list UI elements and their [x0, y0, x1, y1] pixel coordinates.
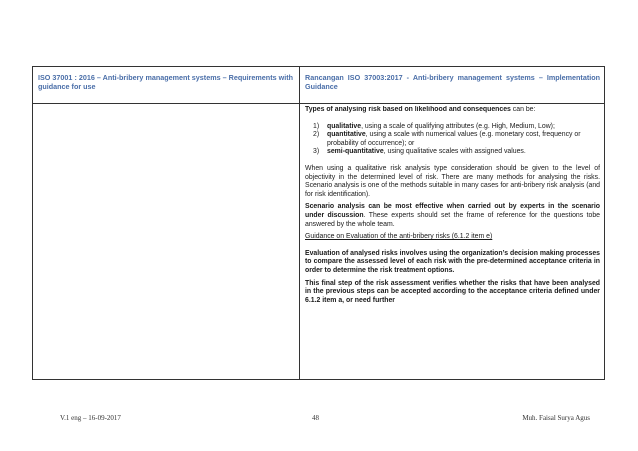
- qualitative-paragraph: When using a qualitative risk analysis type consideration should be given to the level of objectivity in the determined level of risk. There are many methods for analysing the risks. Scenario analysis is one of the methods suitable in many cases for anti-bribery risk analysis (and for risk identification).: [305, 164, 600, 198]
- footer-version: V.1 eng – 16-09-2017: [60, 414, 121, 422]
- list-number: 3): [313, 148, 320, 156]
- list-item: [305, 131, 600, 148]
- list-desc: , using a scale of qualifying attributes (e.g. High, Medium, Low);: [361, 122, 555, 130]
- scenario-paragraph: [305, 203, 600, 229]
- footer-author: Muh. Faisal Surya Agus: [522, 414, 590, 422]
- list-desc: , using a scale with numerical values (e.g. monetary cost, frequency or probability of occurrence); or: [327, 131, 581, 147]
- scenario-bold: Scenario analysis can be most effective when carried out by experts in the scenario under discussion: [305, 203, 600, 219]
- evaluation-paragraph: Evaluation of analysed risks involves using the organization’s decision making processes to compare the assessed level of each risk with the pre-determined acceptance criteria in order to determine the risk treatment options.: [305, 249, 600, 274]
- risk-type-list: [305, 123, 600, 157]
- intro-bold: Types of analysing risk based on likelihood and consequences: [305, 106, 511, 113]
- list-number: 1): [313, 122, 320, 130]
- header-divider: [33, 103, 604, 104]
- list-item: [305, 123, 600, 132]
- header-left: ISO 37001 : 2016 – Anti-bribery management systems – Requirements with guidance for use: [38, 73, 293, 92]
- list-term: quantitative: [327, 131, 366, 139]
- list-desc: , using qualitative scales with assigned values.: [383, 148, 526, 156]
- comparison-table: [32, 66, 605, 380]
- list-term: qualitative: [327, 122, 362, 130]
- intro-rest: can be:: [510, 106, 536, 113]
- footer-page-number: 48: [312, 414, 319, 422]
- intro-paragraph: [305, 106, 600, 115]
- guidance-body: [305, 106, 600, 378]
- column-divider: [299, 67, 300, 379]
- guidance-heading: Guidance on Evaluation of the anti-bribery risks (6.1.2 item e): [305, 233, 493, 241]
- list-term: semi-quantitative: [327, 148, 384, 156]
- list-number: 2): [313, 131, 320, 139]
- header-right: Rancangan ISO 37003:2017 - Anti-bribery management systems – Implementation Guidance: [305, 73, 600, 92]
- final-step-paragraph: This final step of the risk assessment verifies whether the risks that have been analysed in the previous steps can be accepted according to the acceptance criteria defined under 6.1.2 item a, or need further: [305, 279, 600, 304]
- scenario-rest: . These experts should set the frame of reference for the questions tobe answered by the whole team.: [305, 211, 600, 228]
- list-item: [305, 148, 600, 157]
